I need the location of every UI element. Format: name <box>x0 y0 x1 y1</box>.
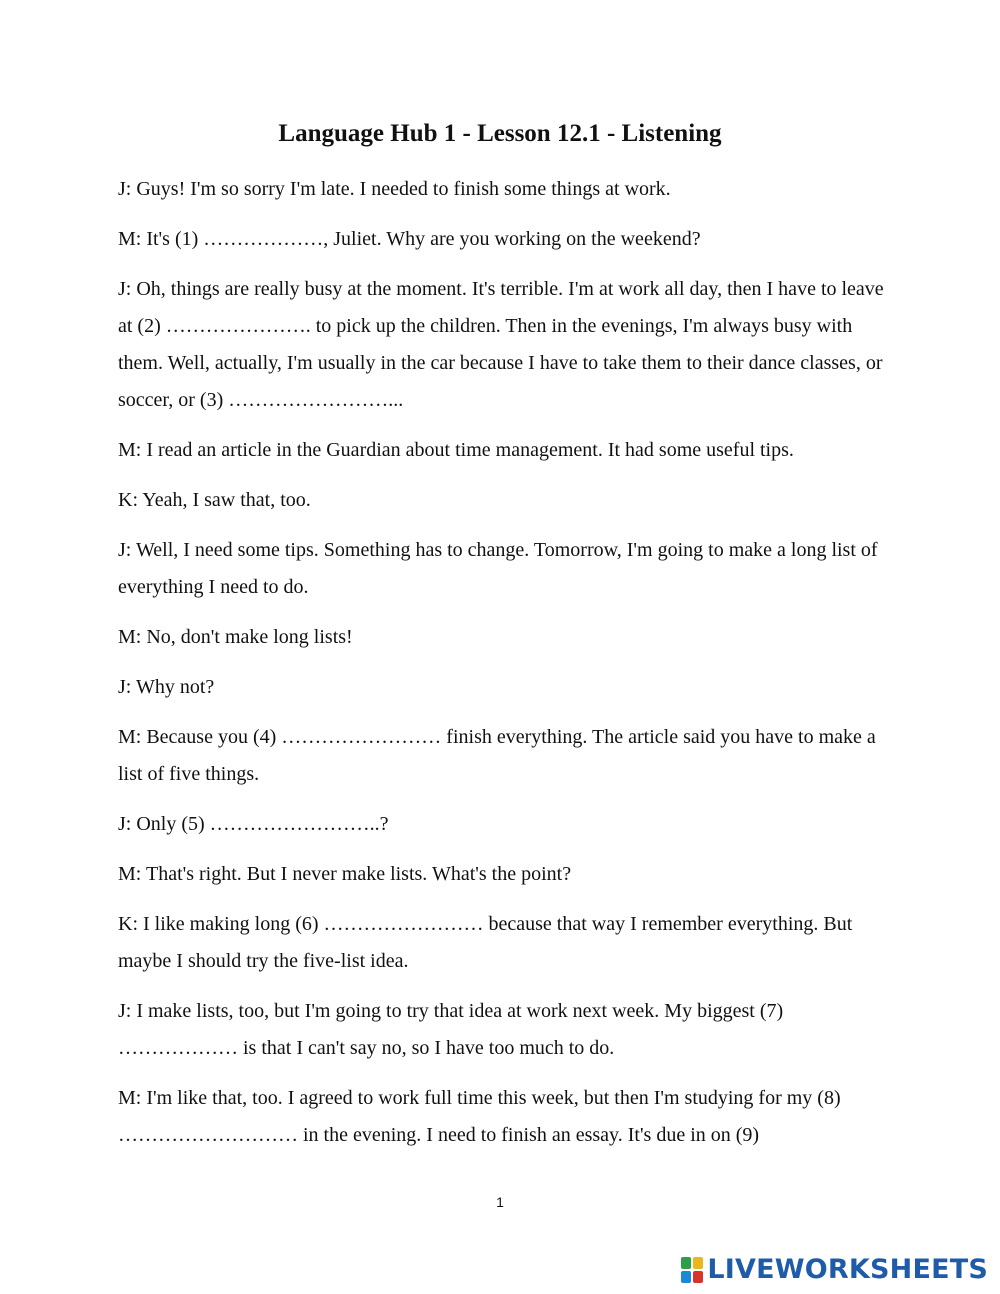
logo-square-green <box>681 1257 691 1269</box>
dialogue-line: J: Why not? <box>118 676 215 698</box>
dialogue-transcript <box>118 171 888 1167</box>
dialogue-line: K: I like making long (6) …………………… because that way I remember everything. But maybe I should try the five-list idea. <box>118 913 853 972</box>
logo-square-blue <box>681 1271 691 1283</box>
dialogue-line: K: Yeah, I saw that, too. <box>118 489 311 511</box>
dialogue-line: M: I read an article in the Guardian about time management. It had some useful tips. <box>118 439 794 461</box>
dialogue-line: J: I make lists, too, but I'm going to try that idea at work next week. My biggest (7) ……………… is that I can't say no, so I have too much to do. <box>118 1000 784 1059</box>
logo-square-red <box>693 1271 703 1283</box>
logo-square-yellow <box>693 1257 703 1269</box>
brand-name: LIVEWORKSHEETS <box>707 1254 988 1285</box>
dialogue-line: M: No, don't make long lists! <box>118 626 353 648</box>
page-title: Language Hub 1 - Lesson 12.1 - Listening <box>278 120 722 147</box>
dialogue-line: J: Guys! I'm so sorry I'm late. I needed to finish some things at work. <box>118 178 671 200</box>
dialogue-line: M: I'm like that, too. I agreed to work full time this week, but then I'm studying for my (8) ……………………… in the evening. I need to finish an essay. It's due in on (9) <box>118 1087 841 1146</box>
liveworksheets-brand[interactable] <box>681 1252 988 1288</box>
liveworksheets-logo-icon <box>681 1257 703 1283</box>
page-number: 1 <box>496 1194 504 1210</box>
dialogue-line: M: Because you (4) …………………… finish everything. The article said you have to make a list of five things. <box>118 726 876 785</box>
dialogue-line: J: Oh, things are really busy at the moment. It's terrible. I'm at work all day, then I have to leave at (2) …………………. to pick up the children. Then in the evenings, I'm always busy with them. Well, actually, I'm usually in the car because I have to take them to their dance classes, or soccer, or (3) ……………………... <box>118 278 884 411</box>
dialogue-line: M: It's (1) ………………, Juliet. Why are you working on the weekend? <box>118 228 701 250</box>
dialogue-line: J: Well, I need some tips. Something has to change. Tomorrow, I'm going to make a long list of everything I need to do. <box>118 539 878 598</box>
dialogue-line: M: That's right. But I never make lists. What's the point? <box>118 863 572 885</box>
dialogue-line: J: Only (5) ……………………..? <box>118 813 389 835</box>
